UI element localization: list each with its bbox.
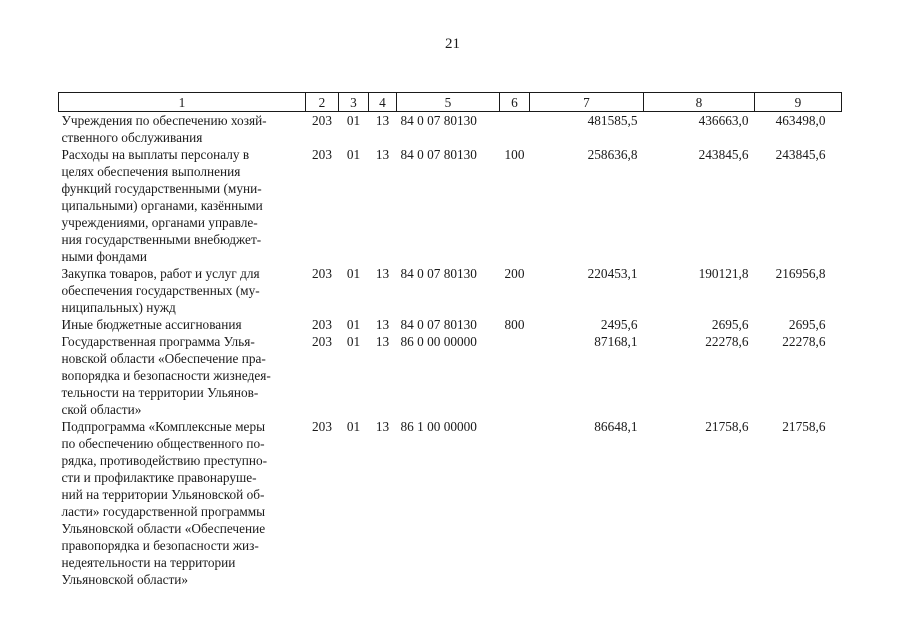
row-subsection-code: 13 (375, 334, 390, 349)
row-amount-col9: 21758,6 (782, 419, 826, 434)
row-amount-col7: 481585,5 (587, 113, 638, 128)
row-amount-col9: 22278,6 (782, 334, 826, 349)
row-subsection-code: 13 (375, 419, 390, 434)
header-col-9: 9 (755, 93, 842, 112)
table-row (59, 265, 842, 316)
row-amount-col7: 86648,1 (594, 419, 638, 434)
row-ministry-code: 203 (312, 266, 332, 281)
row-target-code: 86 1 00 00000 (400, 419, 477, 434)
row-target-code: 84 0 07 80130 (400, 317, 477, 332)
row-target-code: 84 0 07 80130 (400, 147, 477, 162)
row-ministry-code: 203 (312, 317, 332, 332)
table-row (59, 112, 842, 147)
row-amount-col8: 22278,6 (705, 334, 749, 349)
row-description: Государственная программа Улья- новской области «Обеспечение пра- вопорядка и безопасности жизнедея- тельности на территории Ульянов- ской области» (61, 334, 271, 417)
header-col-5: 5 (397, 93, 500, 112)
table-row (59, 418, 842, 588)
table-row (59, 316, 842, 333)
header-col-3: 3 (339, 93, 369, 112)
row-amount-col7: 2495,6 (600, 317, 638, 332)
row-description: Расходы на выплаты персоналу в целях обеспечения выполнения функций государственными (муни- ципальными) органами, казёнными учреждениями, органами управле- ния государственными внебюджет- ными фондами (61, 147, 263, 264)
row-amount-col8: 243845,6 (698, 147, 749, 162)
row-section-code: 01 (346, 147, 361, 162)
row-amount-col8: 2695,6 (711, 317, 749, 332)
row-amount-col9: 463498,0 (775, 113, 826, 128)
header-col-8: 8 (644, 93, 755, 112)
row-ministry-code: 203 (312, 113, 332, 128)
row-subsection-code: 13 (375, 266, 390, 281)
header-col-4: 4 (369, 93, 397, 112)
table-header (59, 93, 842, 112)
row-description: Подпрограмма «Комплексные меры по обеспечению общественного по- рядка, противодействию преступно- сти и профилактике правонаруше- ний на территории Ульяновской об- ласти» государственной программы Ульяновской области «Обеспечение правопорядка и безопасности жиз- недеятельности на территории Ульяновской области» (61, 419, 268, 587)
row-expense-type (500, 333, 530, 418)
row-expense-type (500, 418, 530, 588)
row-section-code: 01 (346, 317, 361, 332)
row-target-code: 86 0 00 00000 (400, 334, 477, 349)
row-expense-type: 200 (504, 266, 525, 281)
row-expense-type: 800 (504, 317, 525, 332)
row-target-code: 84 0 07 80130 (400, 266, 477, 281)
row-section-code: 01 (346, 113, 361, 128)
table-row (59, 146, 842, 265)
row-expense-type (500, 112, 530, 147)
budget-table (58, 92, 842, 588)
row-target-code: 84 0 07 80130 (400, 113, 477, 128)
row-description: Учреждения по обеспечению хозяй- ственного обслуживания (61, 113, 267, 145)
header-row (59, 93, 842, 112)
table-row (59, 333, 842, 418)
page-number: 21 (445, 36, 460, 52)
row-description: Иные бюджетные ассигнования (61, 317, 242, 332)
row-subsection-code: 13 (375, 113, 390, 128)
table-body (59, 112, 842, 589)
row-ministry-code: 203 (312, 334, 332, 349)
header-col-6: 6 (500, 93, 530, 112)
row-ministry-code: 203 (312, 147, 332, 162)
row-amount-col8: 21758,6 (705, 419, 749, 434)
row-subsection-code: 13 (375, 317, 390, 332)
row-amount-col8: 190121,8 (698, 266, 749, 281)
row-subsection-code: 13 (375, 147, 390, 162)
row-amount-col9: 243845,6 (775, 147, 826, 162)
row-amount-col7: 220453,1 (587, 266, 638, 281)
header-col-1: 1 (59, 93, 306, 112)
row-ministry-code: 203 (312, 419, 332, 434)
row-amount-col9: 216956,8 (775, 266, 826, 281)
row-amount-col7: 87168,1 (594, 334, 638, 349)
row-section-code: 01 (346, 419, 361, 434)
header-col-2: 2 (306, 93, 339, 112)
row-amount-col7: 258636,8 (587, 147, 638, 162)
row-expense-type: 100 (504, 147, 525, 162)
row-amount-col9: 2695,6 (788, 317, 826, 332)
row-section-code: 01 (346, 266, 361, 281)
header-col-7: 7 (530, 93, 644, 112)
row-description: Закупка товаров, работ и услуг для обеспечения государственных (му- ниципальных) нужд (61, 266, 260, 315)
row-section-code: 01 (346, 334, 361, 349)
row-amount-col8: 436663,0 (698, 113, 749, 128)
